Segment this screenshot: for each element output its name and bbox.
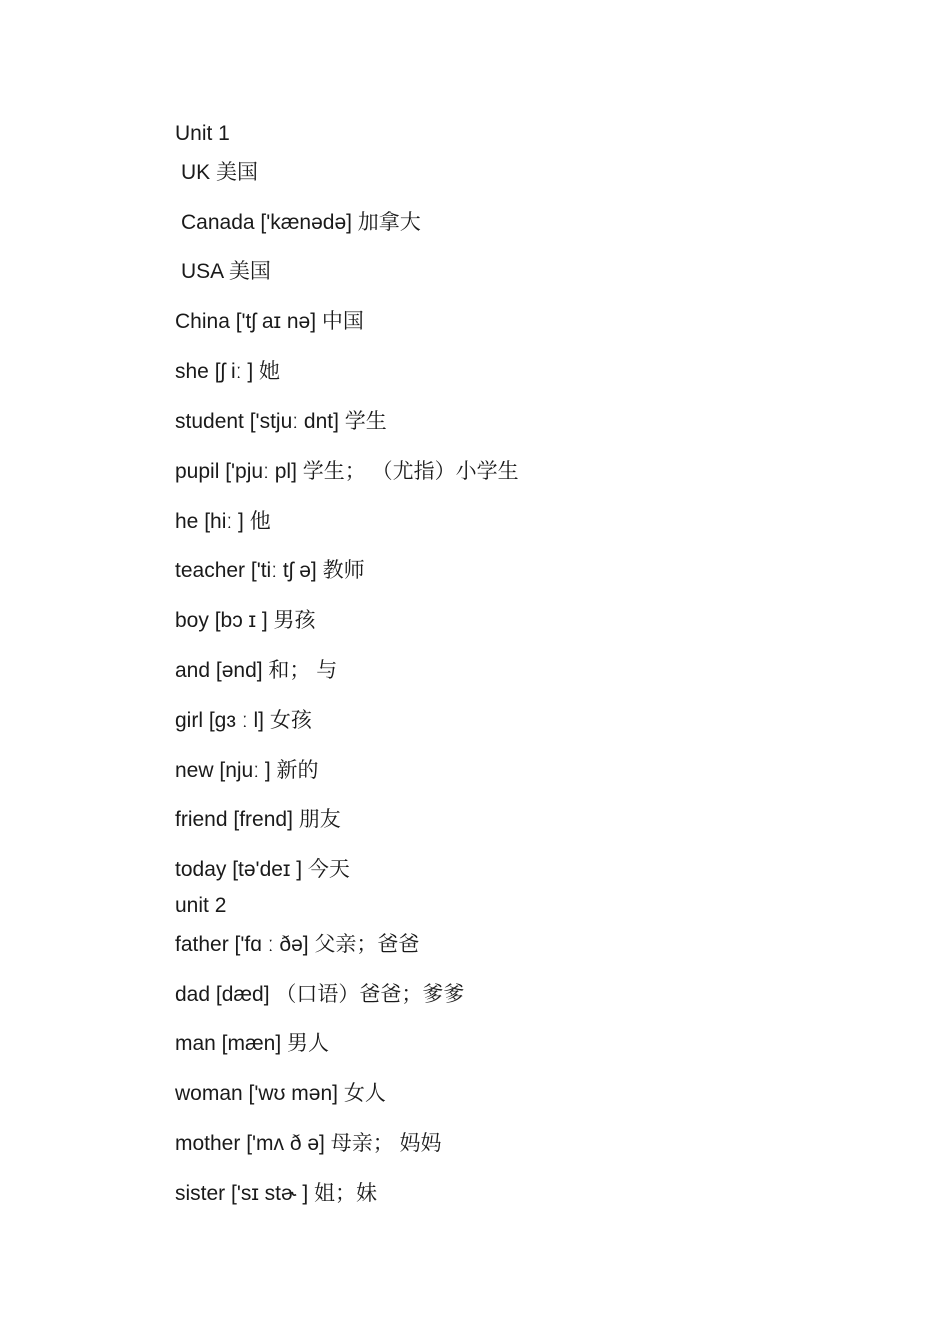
vocab-entry-canada: Canada ['kænədə] 加拿大 — [181, 211, 421, 234]
vocab-entry-friend: friend [frend] 朋友 — [175, 808, 341, 831]
vocab-entry-girl: girl [gɜ ː l] 女孩 — [175, 709, 312, 732]
vocab-entry-teacher: teacher ['tiː tʃ ə] 教师 — [175, 559, 365, 582]
vocab-entry-woman: woman ['wʊ mən] 女人 — [175, 1082, 386, 1105]
vocab-entry-man: man [mæn] 男人 — [175, 1032, 330, 1055]
vocab-entry-today: today [tə'deɪ ] 今天 — [175, 858, 350, 881]
vocab-entry-pupil: pupil ['pjuː pl] 学生； （尤指）小学生 — [175, 460, 519, 483]
vocab-entry-father: father ['fɑ ː ðə] 父亲；爸爸 — [175, 933, 420, 956]
vocab-entry-uk: UK 美国 — [181, 161, 259, 184]
vocab-entry-china: China ['tʃ aɪ nə] 中国 — [175, 310, 364, 333]
vocab-entry-usa: USA 美国 — [181, 260, 271, 283]
vocab-entry-mother: mother ['mʌ ð ə] 母亲； 妈妈 — [175, 1132, 442, 1155]
vocab-entry-student: student ['stjuː dnt] 学生 — [175, 410, 387, 433]
vocab-entry-dad: dad [dæd] （口语）爸爸；爹爹 — [175, 983, 465, 1006]
vocab-entry-sister: sister ['sɪ stɚ ] 姐；妹 — [175, 1182, 378, 1205]
vocab-entry-she: she [ʃ iː ] 她 — [175, 360, 281, 383]
unit-2-heading: unit 2 — [175, 894, 227, 917]
unit-1-heading: Unit 1 — [175, 122, 230, 145]
vocab-entry-and: and [ənd] 和； 与 — [175, 659, 338, 682]
vocab-entry-he: he [hiː ] 他 — [175, 510, 271, 533]
vocab-entry-boy: boy [bɔ ɪ ] 男孩 — [175, 609, 316, 632]
vocab-entry-new: new [njuː ] 新的 — [175, 759, 319, 782]
